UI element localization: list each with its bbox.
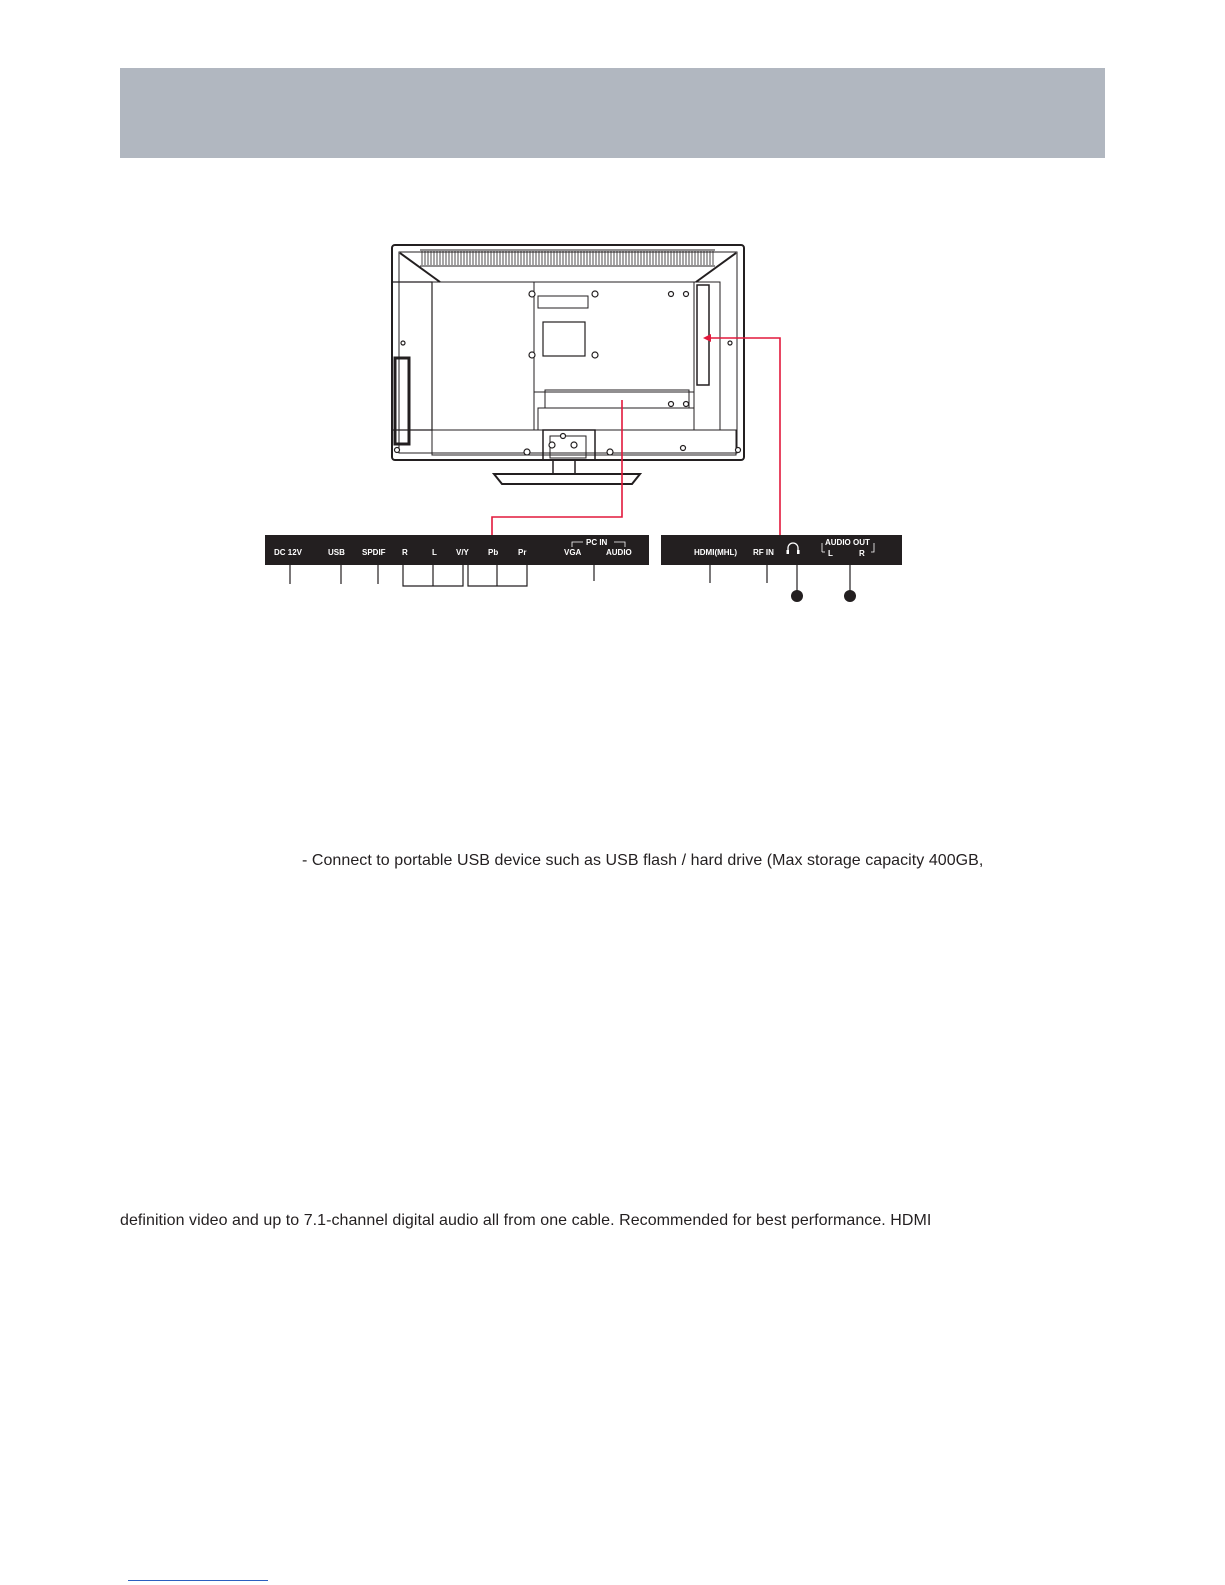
usb-description-line: - Connect to portable USB device such as USB flash / hard drive (Max storage capacity 400GB, [302, 852, 984, 869]
audio-out-callout-dot [844, 590, 856, 602]
port-label-pr: Pr [518, 548, 527, 557]
tv-rear-connection-diagram [0, 0, 1225, 640]
callout-arrowhead [703, 334, 711, 342]
footer-rule [128, 1580, 268, 1581]
port-label-r: R [402, 548, 408, 557]
port-label-l: L [432, 548, 437, 557]
port-label-vga: VGA [564, 548, 582, 557]
port-label-hdmi-mhl: HDMI(MHL) [694, 548, 738, 557]
port-label-rf-in: RF IN [753, 548, 774, 557]
tv-rear-illustration [392, 245, 744, 484]
port-label-vy: V/Y [456, 548, 469, 557]
headphone-callout-dot [791, 590, 803, 602]
audio-out-right-label: R [859, 549, 865, 558]
audio-out-label: AUDIO OUT [825, 538, 870, 547]
pc-in-label: PC IN [586, 538, 608, 547]
port-label-pb: Pb [488, 548, 499, 557]
port-label-spdif: SPDIF [362, 548, 386, 557]
port-label-usb: USB [328, 548, 345, 557]
hdmi-description-line: definition video and up to 7.1-channel digital audio all from one cable. Recommended for best performance. HDMI [120, 1212, 932, 1229]
audio-out-left-label: L [828, 549, 833, 558]
port-label-dc12v: DC 12V [274, 548, 303, 557]
port-leader-lines [290, 565, 850, 592]
port-label-audio: AUDIO [606, 548, 632, 557]
